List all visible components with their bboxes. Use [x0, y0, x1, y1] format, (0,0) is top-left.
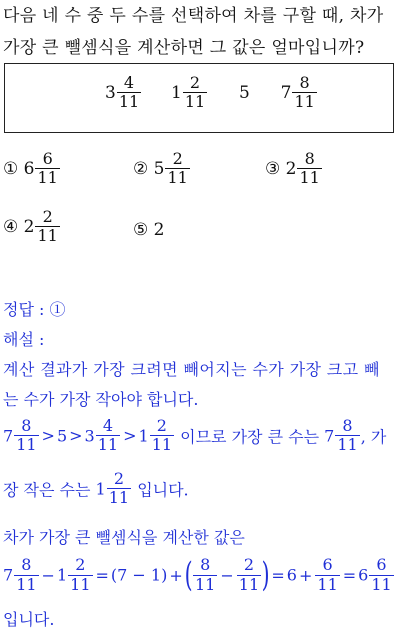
number-1-whole: 3 — [105, 82, 116, 103]
number-2-whole: 1 — [171, 82, 182, 103]
calculation-line: 7 $\frac{8}{11}$ − 1 $\frac{2}{11}$ = (7 − 1) +( $\frac{8}{11}$ − $\frac{2}{11}$ ) = 6 + $\frac{6}{11}$ = 6 $\frac{6}{11}$ — [3, 555, 392, 595]
explanation-line-1: 계산 결과가 가장 크려면 빼어지는 수가 가장 크고 빼 — [3, 360, 380, 379]
number-4-whole: 7 — [280, 82, 292, 103]
explanation-line-2: 는 수가 가장 작아야 합니다. — [3, 390, 199, 409]
answer-label: 정답 : ① — [3, 300, 66, 319]
question-line-2: 가장 큰 뺄셈식을 계산하면 그 값은 얼마입니까? — [3, 38, 365, 58]
choice-2[interactable]: ② 5 $\frac{2}{11}$ — [133, 149, 188, 188]
ordering-line: 7 $\frac{8}{11}$ > 5 > 3 $\frac{4}{11}$ > 1 $\frac{2}{11}$ 이므로 가장 큰 수는 7 $\frac{8}{11}$ , 가 — [3, 416, 387, 455]
number-2-fraction: $\frac{2}{11}$ — [184, 73, 206, 112]
number-1-fraction: $\frac{4}{11}$ — [118, 73, 140, 112]
choice-3[interactable]: ③ 2 $\frac{8}{11}$ — [265, 149, 320, 188]
question-line-1: 다음 네 수 중 두 수를 선택하여 차를 구할 때, 차가 — [3, 6, 384, 26]
number-4-fraction: $\frac{8}{11}$ — [294, 73, 315, 112]
smallest-line: 장 작은 수는 1 $\frac{2}{11}$ 입니다. — [3, 469, 189, 508]
choice-5[interactable]: ⑤ 2 — [133, 220, 165, 240]
numbers-row — [105, 74, 318, 112]
numbers-box — [4, 63, 394, 133]
choice-4[interactable]: ④ 2 $\frac{2}{11}$ — [3, 207, 58, 246]
number-3: 5 — [239, 82, 250, 103]
choice-1[interactable]: ① 6 $\frac{6}{11}$ — [3, 149, 58, 188]
explanation-label: 해설 : — [3, 330, 45, 349]
result-intro: 차가 가장 큰 뺄셈식을 계산한 값은 — [3, 528, 245, 547]
final-line: 입니다. — [3, 610, 55, 629]
